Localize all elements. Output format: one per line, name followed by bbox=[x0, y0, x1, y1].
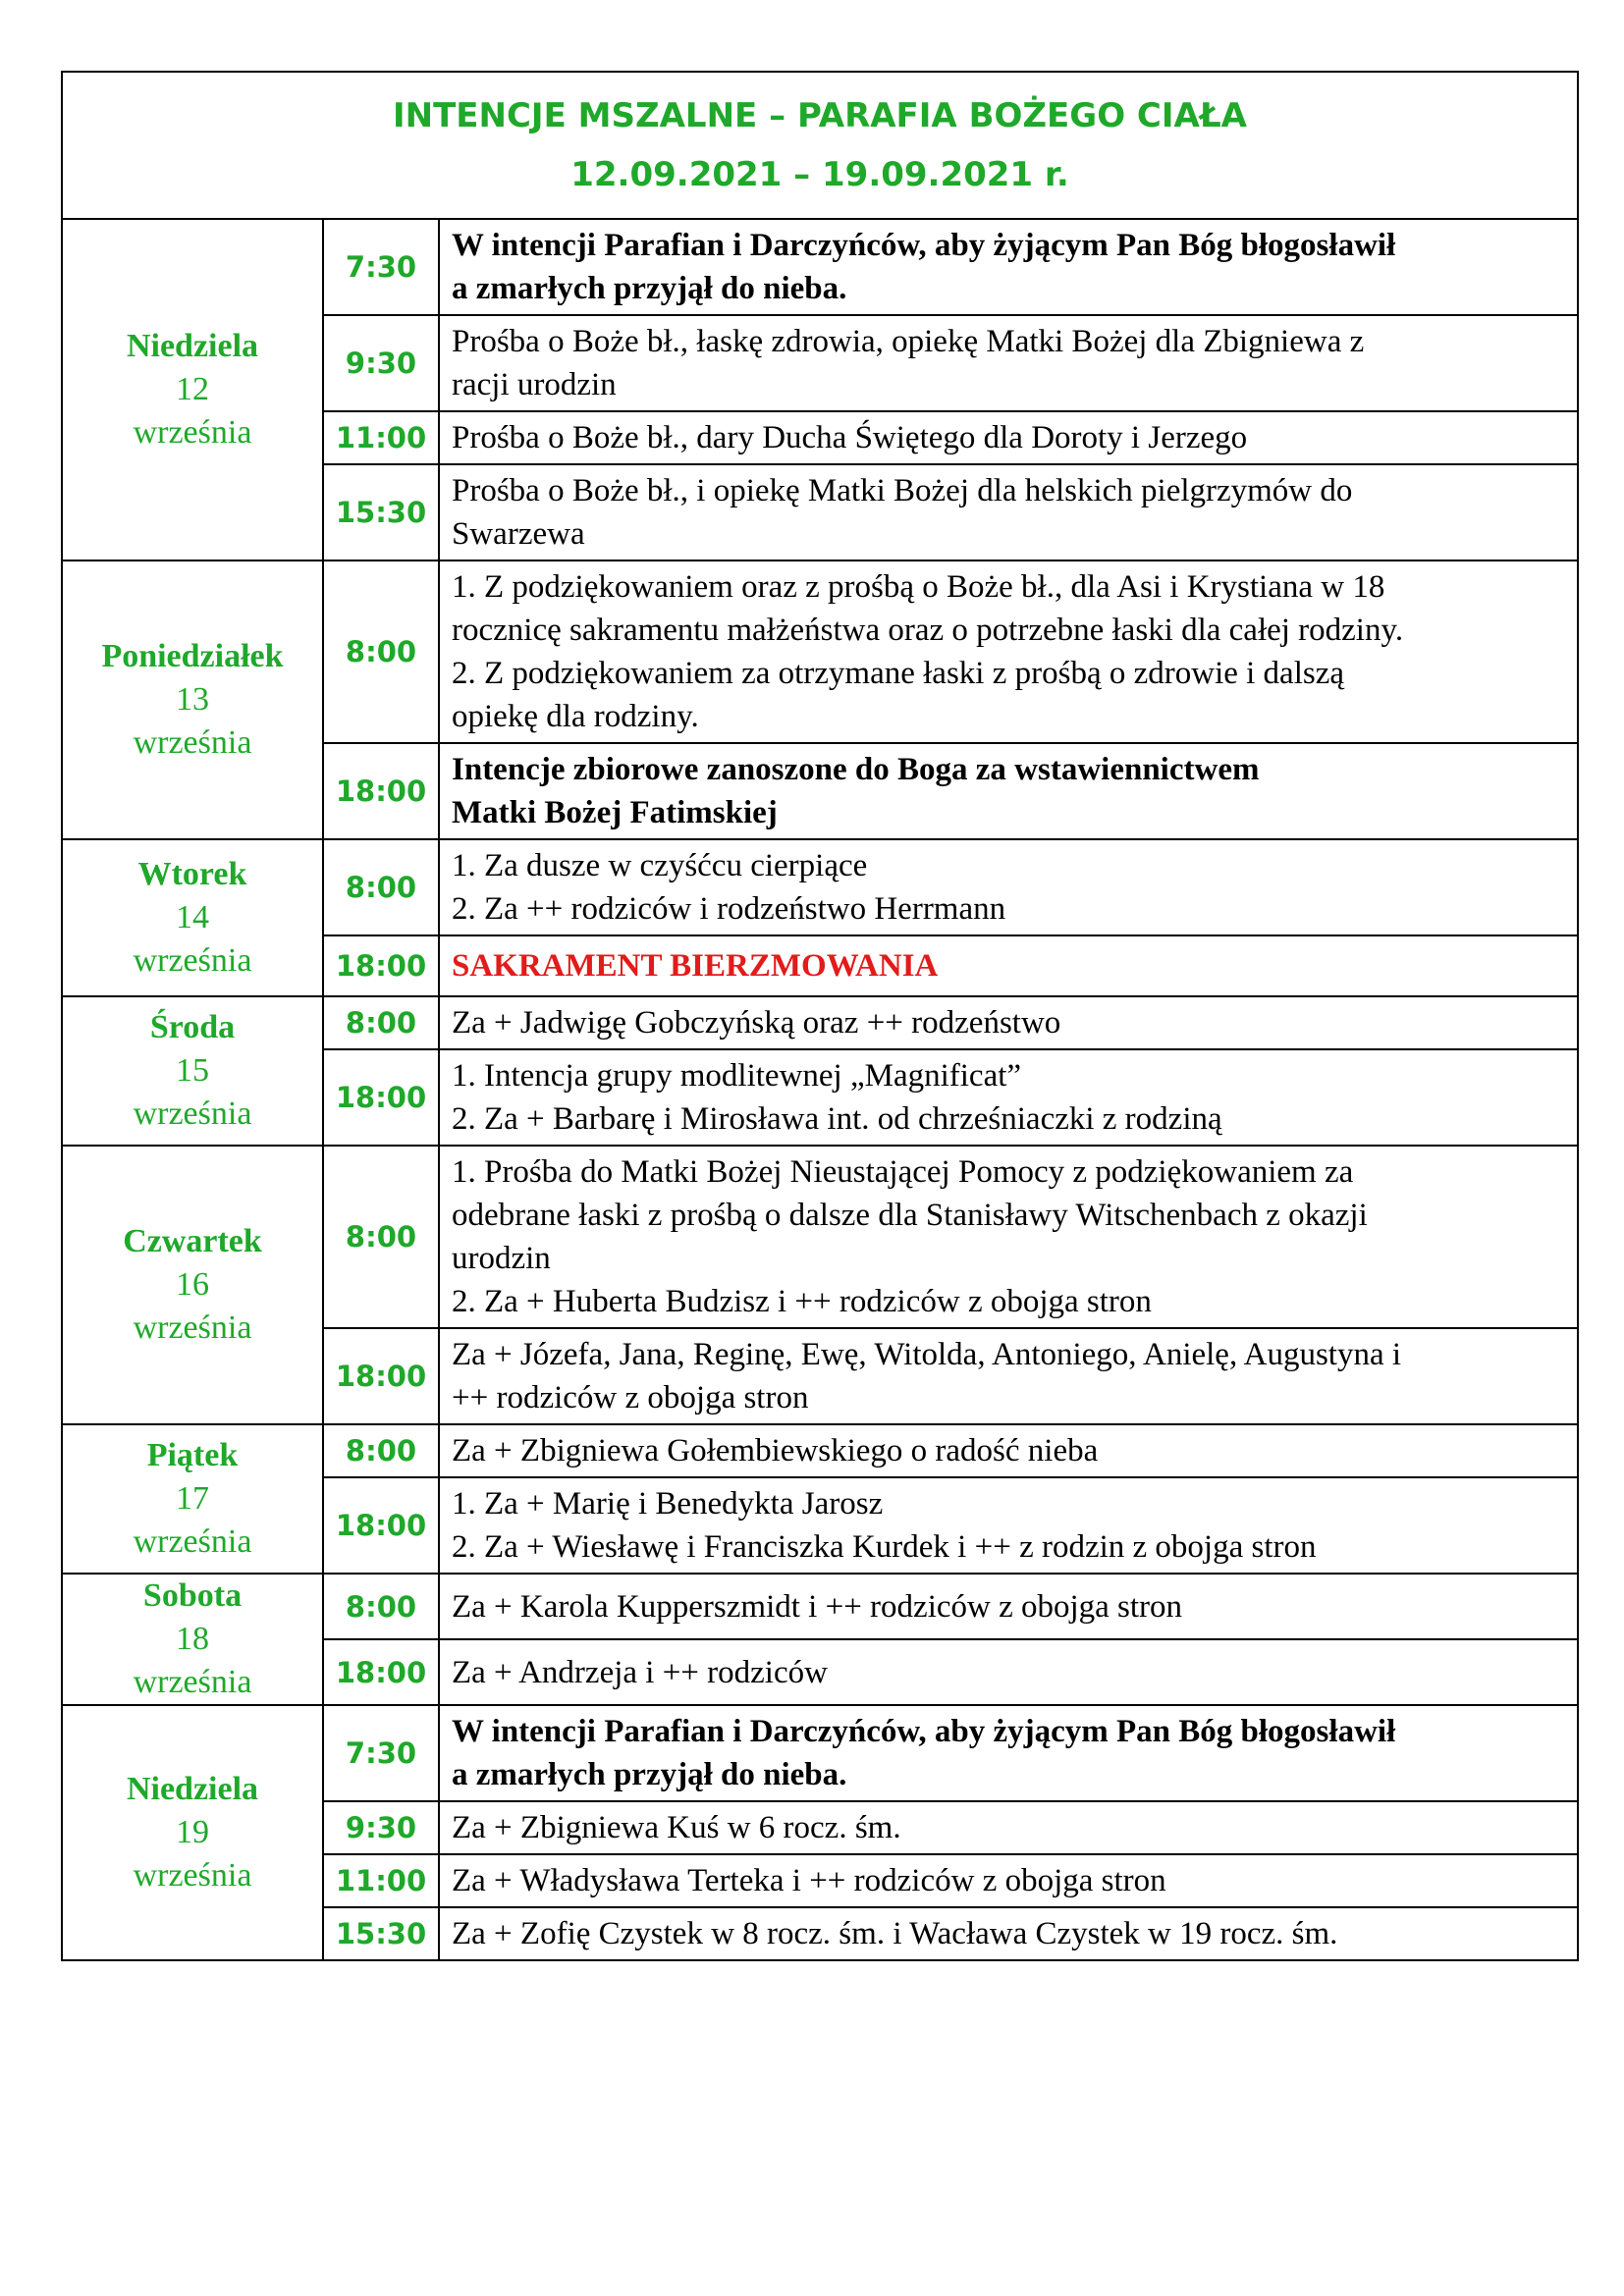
intention-line: 2. Za ++ rodziców i rodzeństwo Herrmann bbox=[452, 891, 1006, 927]
day-name: Sobota bbox=[142, 1577, 243, 1614]
intention-line: 2. Za + Huberta Budzisz i ++ rodziców z obojga stron bbox=[452, 1284, 1152, 1319]
mass-time: 8:00 bbox=[323, 996, 439, 1049]
mass-intention bbox=[439, 561, 1578, 743]
table-row bbox=[62, 1146, 1578, 1328]
mass-intention bbox=[439, 1146, 1578, 1328]
mass-time: 7:30 bbox=[323, 1705, 439, 1801]
mass-time: 18:00 bbox=[323, 1477, 439, 1574]
day-month: września bbox=[133, 724, 252, 761]
mass-intention bbox=[439, 1328, 1578, 1424]
day-name: Niedziela bbox=[126, 328, 259, 364]
intention-line: rocznicę sakramentu małżeństwa oraz o potrzebne łaski dla całej rodziny. bbox=[452, 613, 1404, 648]
mass-intention bbox=[439, 996, 1578, 1049]
mass-intention bbox=[439, 1049, 1578, 1146]
intention-line: 2. Za + Barbarę i Mirosława int. od chrześniaczki z rodziną bbox=[452, 1101, 1222, 1137]
day-month: września bbox=[133, 1095, 252, 1132]
day-cell bbox=[62, 1705, 323, 1960]
intention-line: 2. Za + Wiesławę i Franciszka Kurdek i ++ z rodzin z obojga stron bbox=[452, 1529, 1317, 1565]
mass-intention bbox=[439, 464, 1578, 561]
intention-line: SAKRAMENT BIERZMOWANIA bbox=[452, 948, 939, 984]
intention-line: urodzin bbox=[452, 1241, 551, 1276]
day-cell bbox=[62, 996, 323, 1146]
day-num: 14 bbox=[176, 899, 209, 935]
intention-line: a zmarłych przyjął do nieba. bbox=[452, 271, 847, 306]
intention-line: 2. Z podziękowaniem za otrzymane łaski z prośbą o zdrowie i dalszą bbox=[452, 656, 1344, 691]
table-row bbox=[62, 1424, 1578, 1477]
mass-time: 18:00 bbox=[323, 935, 439, 996]
intention-line: Za + Władysława Terteka i ++ rodziców z obojga stron bbox=[452, 1863, 1166, 1898]
mass-intention bbox=[439, 1574, 1578, 1639]
day-num: 18 bbox=[176, 1621, 209, 1657]
day-name: Piątek bbox=[146, 1437, 239, 1473]
table-row bbox=[62, 219, 1578, 315]
intention-line: Swarzewa bbox=[452, 516, 585, 552]
mass-intention bbox=[439, 411, 1578, 464]
mass-intention bbox=[439, 219, 1578, 315]
intention-line: Za + Zofię Czystek w 8 rocz. śm. i Wacława Czystek w 19 rocz. śm. bbox=[452, 1916, 1338, 1951]
table-row bbox=[62, 839, 1578, 935]
day-month: września bbox=[133, 1857, 252, 1894]
intention-line: 1. Intencja grupy modlitewnej „Magnificat” bbox=[452, 1058, 1022, 1094]
day-num: 15 bbox=[176, 1052, 209, 1089]
day-month: września bbox=[133, 1664, 252, 1700]
intention-line: Za + Andrzeja i ++ rodziców bbox=[452, 1654, 828, 1690]
intention-line: opiekę dla rodziny. bbox=[452, 699, 699, 734]
mass-intention bbox=[439, 1801, 1578, 1854]
day-cell bbox=[62, 1574, 323, 1705]
intention-line: Intencje zbiorowe zanoszone do Boga za wstawiennictwem bbox=[452, 752, 1260, 787]
mass-time: 18:00 bbox=[323, 1328, 439, 1424]
mass-intentions-table bbox=[61, 218, 1579, 1961]
intention-line: 1. Prośba do Matki Bożej Nieustającej Pomocy z podziękowaniem za bbox=[452, 1154, 1354, 1190]
mass-time: 8:00 bbox=[323, 1424, 439, 1477]
intention-line: racji urodzin bbox=[452, 367, 617, 402]
intention-line: Prośba o Boże bł., i opiekę Matki Bożej dla helskich pielgrzymów do bbox=[452, 473, 1353, 508]
intention-line: Za + Zbigniewa Gołembiewskiego o radość nieba bbox=[452, 1433, 1099, 1468]
day-month: września bbox=[133, 942, 252, 979]
mass-intention bbox=[439, 1854, 1578, 1907]
day-cell bbox=[62, 561, 323, 839]
intention-line: Za + Zbigniewa Kuś w 6 rocz. śm. bbox=[452, 1810, 901, 1845]
mass-intention bbox=[439, 935, 1578, 996]
day-name: Poniedziałek bbox=[101, 638, 284, 674]
mass-time: 9:30 bbox=[323, 1801, 439, 1854]
intention-line: Za + Jadwigę Gobczyńską oraz ++ rodzeństwo bbox=[452, 1005, 1061, 1041]
table-row bbox=[62, 1705, 1578, 1801]
day-num: 19 bbox=[176, 1814, 209, 1850]
intention-line: Matki Bożej Fatimskiej bbox=[452, 795, 778, 830]
mass-time: 18:00 bbox=[323, 1049, 439, 1146]
mass-time: 8:00 bbox=[323, 1574, 439, 1639]
mass-time: 7:30 bbox=[323, 219, 439, 315]
intention-line: 1. Z podziękowaniem oraz z prośbą o Boże bł., dla Asi i Krystiana w 18 bbox=[452, 569, 1385, 605]
intention-line: Prośba o Boże bł., dary Ducha Świętego dla Doroty i Jerzego bbox=[452, 420, 1248, 455]
day-name: Wtorek bbox=[137, 856, 247, 892]
intention-line: W intencji Parafian i Darczyńców, aby żyjącym Pan Bóg błogosławił bbox=[452, 1714, 1396, 1749]
document-date-range: 12.09.2021 – 19.09.2021 r. bbox=[570, 155, 1069, 194]
mass-time: 8:00 bbox=[323, 561, 439, 743]
mass-time: 11:00 bbox=[323, 411, 439, 464]
day-cell bbox=[62, 839, 323, 996]
day-num: 12 bbox=[176, 371, 209, 407]
day-name: Środa bbox=[149, 1009, 236, 1045]
mass-time: 11:00 bbox=[323, 1854, 439, 1907]
day-num: 13 bbox=[176, 681, 209, 718]
intention-line: 1. Za dusze w czyśćcu cierpiące bbox=[452, 848, 868, 883]
mass-intentions-body bbox=[62, 219, 1578, 1960]
day-name: Czwartek bbox=[123, 1223, 262, 1259]
intention-line: Za + Józefa, Jana, Reginę, Ewę, Witolda, Antoniego, Anielę, Augustyna i bbox=[452, 1337, 1402, 1372]
day-num: 16 bbox=[176, 1266, 209, 1303]
mass-time: 8:00 bbox=[323, 839, 439, 935]
intention-line: W intencji Parafian i Darczyńców, aby żyjącym Pan Bóg błogosławił bbox=[452, 228, 1396, 263]
mass-time: 15:30 bbox=[323, 1907, 439, 1960]
table-row bbox=[62, 1574, 1578, 1639]
mass-time: 18:00 bbox=[323, 743, 439, 839]
table-row bbox=[62, 561, 1578, 743]
intention-line: a zmarłych przyjął do nieba. bbox=[452, 1757, 847, 1792]
day-cell bbox=[62, 1146, 323, 1424]
mass-intention bbox=[439, 1907, 1578, 1960]
mass-intention bbox=[439, 1424, 1578, 1477]
document-header bbox=[63, 73, 1577, 220]
day-cell bbox=[62, 219, 323, 561]
mass-time: 15:30 bbox=[323, 464, 439, 561]
day-num: 17 bbox=[176, 1480, 209, 1517]
day-month: września bbox=[133, 1523, 252, 1560]
intention-line: Prośba o Boże bł., łaskę zdrowia, opiekę Matki Bożej dla Zbigniewa z bbox=[452, 324, 1365, 359]
day-cell bbox=[62, 1424, 323, 1574]
mass-time: 18:00 bbox=[323, 1639, 439, 1705]
day-month: września bbox=[133, 414, 252, 451]
intention-line: odebrane łaski z prośbą o dalsze dla Stanisławy Witschenbach z okazji bbox=[452, 1198, 1368, 1233]
document-title: INTENCJE MSZALNE – PARAFIA BOŻEGO CIAŁA bbox=[393, 96, 1247, 135]
mass-intention bbox=[439, 743, 1578, 839]
mass-time: 9:30 bbox=[323, 315, 439, 411]
mass-intention bbox=[439, 1477, 1578, 1574]
table-row bbox=[62, 996, 1578, 1049]
intention-line: ++ rodziców z obojga stron bbox=[452, 1380, 809, 1415]
mass-intention bbox=[439, 315, 1578, 411]
mass-intention bbox=[439, 1705, 1578, 1801]
day-name: Niedziela bbox=[126, 1771, 259, 1807]
day-month: września bbox=[133, 1309, 252, 1346]
mass-time: 8:00 bbox=[323, 1146, 439, 1328]
mass-intention bbox=[439, 839, 1578, 935]
mass-intention bbox=[439, 1639, 1578, 1705]
intention-line: Za + Karola Kupperszmidt i ++ rodziców z obojga stron bbox=[452, 1588, 1183, 1625]
intention-line: 1. Za + Marię i Benedykta Jarosz bbox=[452, 1486, 884, 1522]
